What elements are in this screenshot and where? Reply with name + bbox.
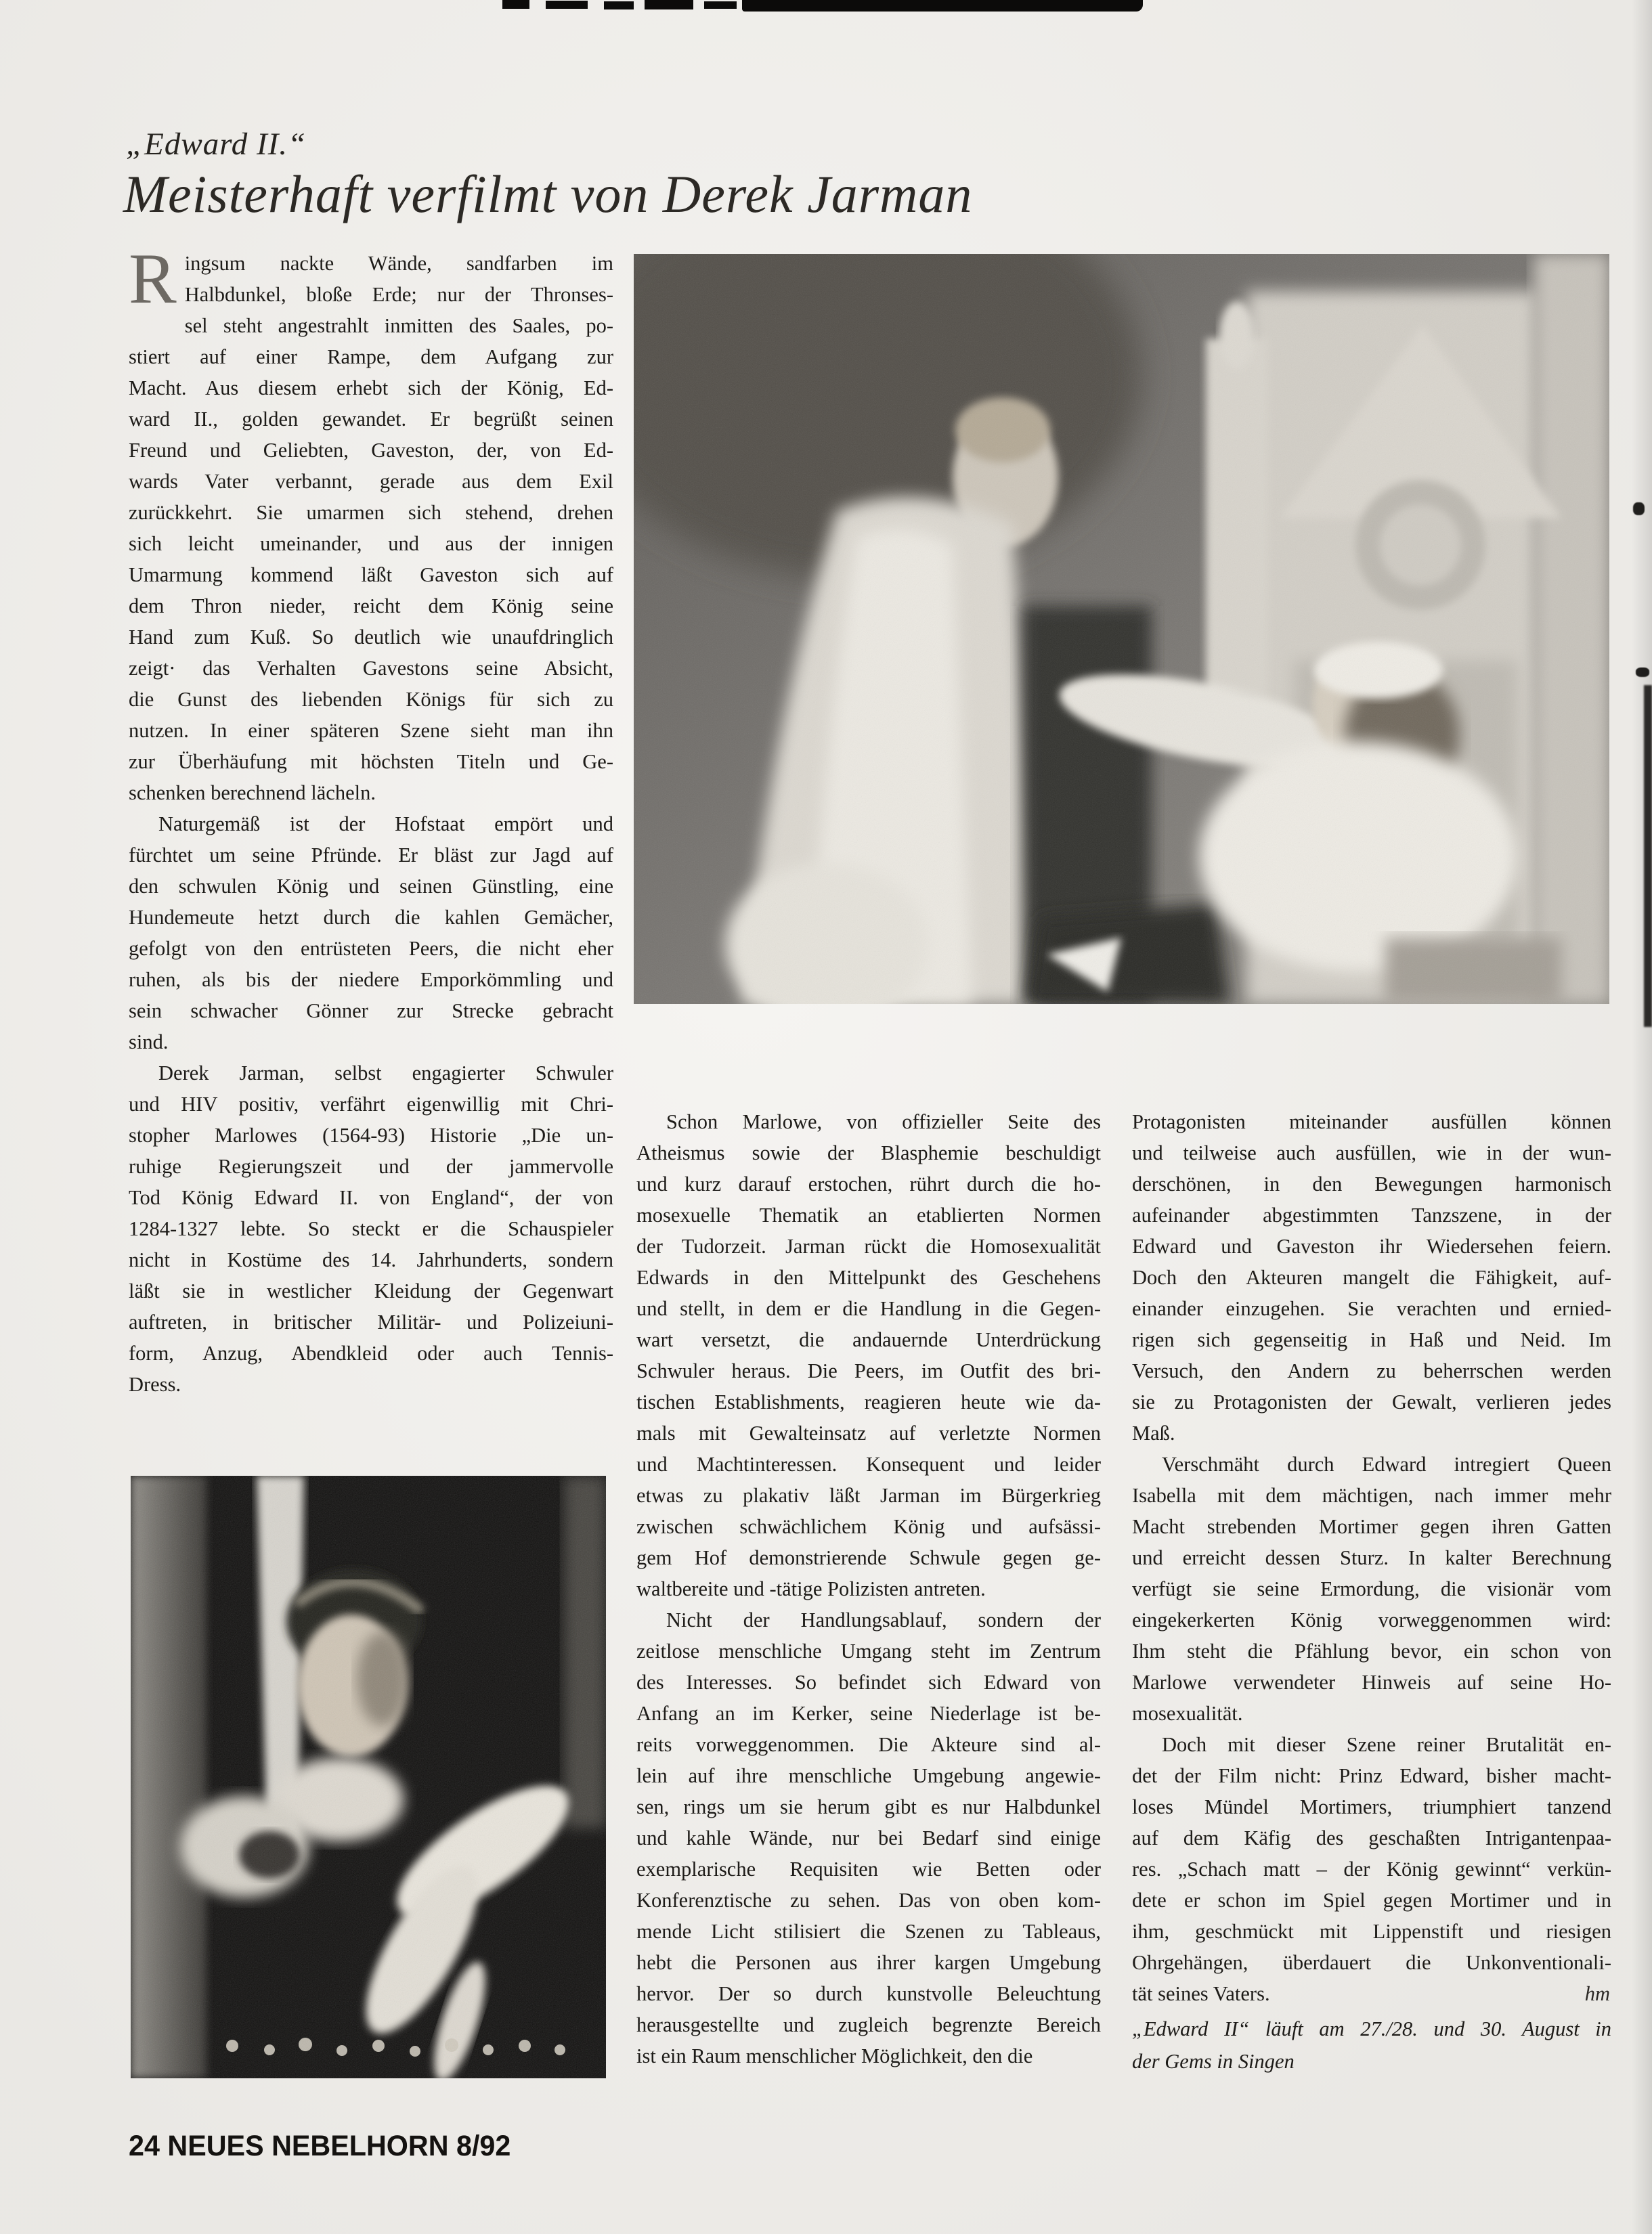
text-line: Halbdunkel, bloße Erde; nur der Thronses- xyxy=(184,283,613,306)
text-column-2 xyxy=(636,1106,1101,2072)
text-line: und HIV positiv, verfährt eigenwillig mit Chri- xyxy=(129,1093,613,1116)
text-line: gefolgt von den entrüsteten Peers, die nicht eher xyxy=(129,937,613,960)
text-line: rigen sich gegenseitig in Haß und Neid. Im xyxy=(1132,1328,1611,1351)
text-line: Schon Marlowe, von offizieller Seite des xyxy=(666,1110,1101,1133)
paragraph xyxy=(636,1106,1101,1604)
text-line: reits vorweggenommen. Die Akteure sind al- xyxy=(636,1733,1101,1756)
paragraph-lines xyxy=(1132,1449,1611,1729)
text-line: eingekerkerten König vorweggenommen wird: xyxy=(1132,1608,1611,1631)
text-line: „Edward II“ läuft am 27./28. und 30. August in xyxy=(1132,2017,1611,2040)
text-line: Isabella mit dem mächtigen, nach immer mehr xyxy=(1132,1484,1611,1507)
paragraph xyxy=(636,1604,1101,2072)
text-line: form, Anzug, Abendkleid oder auch Tennis- xyxy=(129,1342,613,1365)
paragraph xyxy=(129,808,613,1057)
text-line: gem Hof demonstrierende Schwule gegen ge- xyxy=(636,1546,1101,1569)
text-line: sind. xyxy=(129,1030,169,1053)
text-line: mende Licht stilisiert die Szenen zu Tableaus, xyxy=(636,1920,1101,1943)
drop-cap: R xyxy=(129,239,177,318)
scan-speck xyxy=(1633,502,1645,515)
text-line: Ohrgehängen, überdauert die Unkonventionali- xyxy=(1132,1951,1611,1974)
text-line: herausgestellte und zugleich begrenzte Bereich xyxy=(636,2013,1101,2036)
text-line: und Machtinteressen. Konsequent und leider xyxy=(636,1453,1101,1476)
paragraph-lines xyxy=(636,1106,1101,1604)
text-line: Verschmäht durch Edward intregiert Queen xyxy=(1162,1453,1611,1476)
text-line: mosexualität. xyxy=(1132,1702,1243,1725)
text-line: wards Vater verbannt, gerade aus dem Exil xyxy=(129,470,613,493)
text-line: zurückkehrt. Sie umarmen sich stehend, drehen xyxy=(129,501,613,524)
text-line: 1284-1327 lebte. So steckt er die Schauspieler xyxy=(129,1217,613,1240)
text-line: wart versetzt, die andauernde Unterdrückung xyxy=(636,1328,1101,1351)
text-line: und kurz darauf erstochen, rührt durch die ho- xyxy=(636,1173,1101,1196)
text-line: sie zu Protagonisten der Gewalt, verlieren jedes xyxy=(1132,1390,1611,1414)
text-column-3 xyxy=(1132,1106,1611,2078)
text-line: stopher Marlowes (1564-93) Historie „Die un- xyxy=(129,1124,613,1147)
text-line: zwischen schwächlichem König und aufsässi- xyxy=(636,1515,1101,1538)
text-line: Edward und Gaveston ihr Wiedersehen feiern. xyxy=(1132,1235,1611,1258)
text-line: der Gems in Singen xyxy=(1132,2050,1295,2073)
paragraph-lines xyxy=(636,1604,1101,2072)
text-line: etwas zu plakativ läßt Jarman im Bürgerkrieg xyxy=(636,1484,1101,1507)
text-line: Freund und Geliebten, Gaveston, der, von Ed- xyxy=(129,439,613,462)
text-line: zur Überhäufung mit höchsten Titeln und Ge- xyxy=(129,750,613,773)
text-line: dem Thron nieder, reicht dem König seine xyxy=(129,594,613,617)
paragraph-lines xyxy=(1132,1729,1611,2009)
text-line: stiert auf einer Rampe, dem Aufgang zur xyxy=(129,345,613,368)
text-column-1 xyxy=(129,239,613,1400)
note-lines xyxy=(1132,2013,1611,2078)
paragraph xyxy=(129,1057,613,1400)
paragraph-lines xyxy=(129,1057,613,1400)
paragraph xyxy=(129,239,613,808)
text-line: Marlowe verwendeter Hinweis auf seine Ho- xyxy=(1132,1671,1611,1694)
text-line: zeigt· das Verhalten Gavestons seine Absicht, xyxy=(129,657,613,680)
text-line: verfügt sie seine Ermordung, die visionär vom xyxy=(1132,1577,1611,1600)
text-line: ruhen, als bis der niedere Emporkömmling und xyxy=(129,968,613,991)
scan-streak xyxy=(1644,685,1652,1027)
scan-edge-shade xyxy=(1632,0,1652,2234)
text-line: nicht in Kostüme des 14. Jahrhunderts, sondern xyxy=(129,1248,613,1271)
text-line: zeitlose menschliche Umgang steht im Zentrum xyxy=(636,1640,1101,1663)
text-line: Anfang an im Kerker, seine Niederlage ist be- xyxy=(636,1702,1101,1725)
text-line: ist ein Raum menschlicher Möglichkeit, den die xyxy=(636,2044,1033,2067)
text-line: sen, rings um sie herum gibt es nur Halbdunkel xyxy=(636,1795,1101,1818)
text-line: Macht. Aus diesem erhebt sich der König, Ed- xyxy=(129,376,613,399)
text-line: Konferenztische zu sehen. Das von oben kom- xyxy=(636,1889,1101,1912)
text-line: ingsum nackte Wände, sandfarben im xyxy=(184,252,613,275)
film-still-throne-scene xyxy=(634,254,1609,1004)
text-line: auftreten, in britischer Militär- und Polizeiuni- xyxy=(129,1311,613,1334)
text-line: ruhige Regierungszeit und der jammervolle xyxy=(129,1155,613,1178)
scan-mark xyxy=(645,0,693,9)
text-line: tät seines Vaters. xyxy=(1132,1982,1270,2005)
author-initials: hm xyxy=(1584,1982,1610,2005)
film-still-dark-scene-image xyxy=(131,1476,606,2078)
text-line: exemplarische Requisiten wie Betten oder xyxy=(636,1858,1101,1881)
text-line: sich leicht umeinander, und aus der innigen xyxy=(129,532,613,555)
article-kicker: „Edward II.“ xyxy=(126,127,307,162)
scan-mark xyxy=(604,1,634,9)
text-line: Schwuler heraus. Die Peers, im Outfit des bri- xyxy=(636,1359,1101,1382)
text-line: Hand zum Kuß. So deutlich wie unaufdringlich xyxy=(129,626,613,649)
paragraph xyxy=(1132,1729,1611,2009)
text-line: mals mit Gewalteinsatz auf verletzte Normen xyxy=(636,1422,1101,1445)
page-footer: 24 NEUES NEBELHORN 8/92 xyxy=(129,2130,511,2162)
text-line: Doch den Akteuren mangelt die Fähigkeit, auf- xyxy=(1132,1266,1611,1289)
film-still-throne-scene-image xyxy=(634,254,1609,1004)
text-line: hervor. Der so durch kunstvolle Beleuchtung xyxy=(636,1982,1101,2005)
text-line: der Tudorzeit. Jarman rückt die Homosexualität xyxy=(636,1235,1101,1258)
scan-mark xyxy=(502,0,529,9)
text-line: waltbereite und -tätige Polizisten antreten. xyxy=(636,1577,986,1600)
text-line: aufeinander abgestimmten Tanzszene, in der xyxy=(1132,1204,1611,1227)
text-line: und erreicht dessen Sturz. In kalter Berechnung xyxy=(1132,1546,1611,1569)
text-line: die Gunst des liebenden Königs für sich zu xyxy=(129,688,613,711)
text-line: den schwulen König und seinen Günstling, eine xyxy=(129,875,613,898)
text-line: derschönen, in den Bewegungen harmonisch xyxy=(1132,1173,1611,1196)
text-line: sein schwacher Gönner zur Strecke gebracht xyxy=(129,999,613,1022)
text-line: Maß. xyxy=(1132,1422,1175,1445)
text-line: des Interesses. So befindet sich Edward von xyxy=(636,1671,1101,1694)
text-line: Ihm steht die Pfählung bevor, ein schon von xyxy=(1132,1640,1611,1663)
paragraph-lines xyxy=(129,239,613,808)
text-line: läßt sie in westlicher Kleidung der Gegenwart xyxy=(129,1279,613,1302)
text-line: Versuch, den Andern zu beherrschen werden xyxy=(1132,1359,1611,1382)
text-line: ihm, geschmückt mit Lippenstift und riesigen xyxy=(1132,1920,1611,1943)
text-line: Macht strebenden Mortimer gegen ihren Gatten xyxy=(1132,1515,1611,1538)
paragraph xyxy=(1132,1449,1611,1729)
scan-mark xyxy=(704,1,737,9)
text-line: Doch mit dieser Szene reiner Brutalität en- xyxy=(1162,1733,1611,1756)
text-line: Atheismus sowie der Blasphemie beschuldigt xyxy=(636,1141,1101,1164)
text-line: Hundemeute hetzt durch die kahlen Gemächer, xyxy=(129,906,613,929)
screening-note xyxy=(1132,2013,1611,2078)
paragraph xyxy=(1132,1106,1611,1449)
text-line: Nicht der Handlungsablauf, sondern der xyxy=(666,1608,1101,1631)
text-line: Dress. xyxy=(129,1373,181,1396)
text-line: fürchtet um seine Pfründe. Er bläst zur Jagd auf xyxy=(129,844,613,867)
text-line: auf dem Käfig des geschaßten Intrigantenpaa- xyxy=(1132,1826,1611,1849)
scan-mark xyxy=(742,0,1143,12)
text-line: Tod König Edward II. von England“, der von xyxy=(129,1186,613,1209)
text-line: Edwards in den Mittelpunkt des Geschehens xyxy=(636,1266,1101,1289)
text-line: loses Mündel Mortimers, triumphiert tanzend xyxy=(1132,1795,1611,1818)
film-still-dark-scene xyxy=(131,1476,606,2078)
text-line: und kahle Wände, nur bei Bedarf sind einige xyxy=(636,1826,1101,1849)
text-line: und teilweise auch ausfüllen, wie in der wun- xyxy=(1132,1141,1611,1164)
text-line: sel steht angestrahlt inmitten des Saales, po- xyxy=(184,314,613,337)
text-line: tischen Establishments, reagieren heute wie da- xyxy=(636,1390,1101,1414)
text-line: Protagonisten miteinander ausfüllen können xyxy=(1132,1110,1611,1133)
paragraph-lines xyxy=(129,808,613,1057)
text-line: dete er schon im Spiel gegen Mortimer und in xyxy=(1132,1889,1611,1912)
scan-speck xyxy=(1636,667,1649,677)
text-line: Naturgemäß ist der Hofstaat empört und xyxy=(158,812,613,835)
text-line: einander einzugehen. Sie verachten und ernied- xyxy=(1132,1297,1611,1320)
text-line: schenken berechnend lächeln. xyxy=(129,781,376,804)
paragraph-lines xyxy=(1132,1106,1611,1449)
text-line: res. „Schach matt – der König gewinnt“ verkün- xyxy=(1132,1858,1611,1881)
text-line: Derek Jarman, selbst engagierter Schwuler xyxy=(158,1061,613,1085)
article-title: Meisterhaft verfilmt von Derek Jarman xyxy=(123,165,973,223)
text-line: lein auf ihre menschliche Umgebung angewie- xyxy=(636,1764,1101,1787)
text-line: und stellt, in dem er die Handlung in die Gegen- xyxy=(636,1297,1101,1320)
scan-mark xyxy=(546,1,588,9)
text-line: ward II., golden gewandet. Er begrüßt seinen xyxy=(129,408,613,431)
text-line: hebt die Personen aus ihrer kargen Umgebung xyxy=(636,1951,1101,1974)
text-line: Umarmung kommend läßt Gaveston sich auf xyxy=(129,563,613,586)
text-line: mosexuelle Thematik an etablierten Normen xyxy=(636,1204,1101,1227)
text-line: nutzen. In einer späteren Szene sieht man ihn xyxy=(129,719,613,742)
text-line: det der Film nicht: Prinz Edward, bisher macht- xyxy=(1132,1764,1611,1787)
